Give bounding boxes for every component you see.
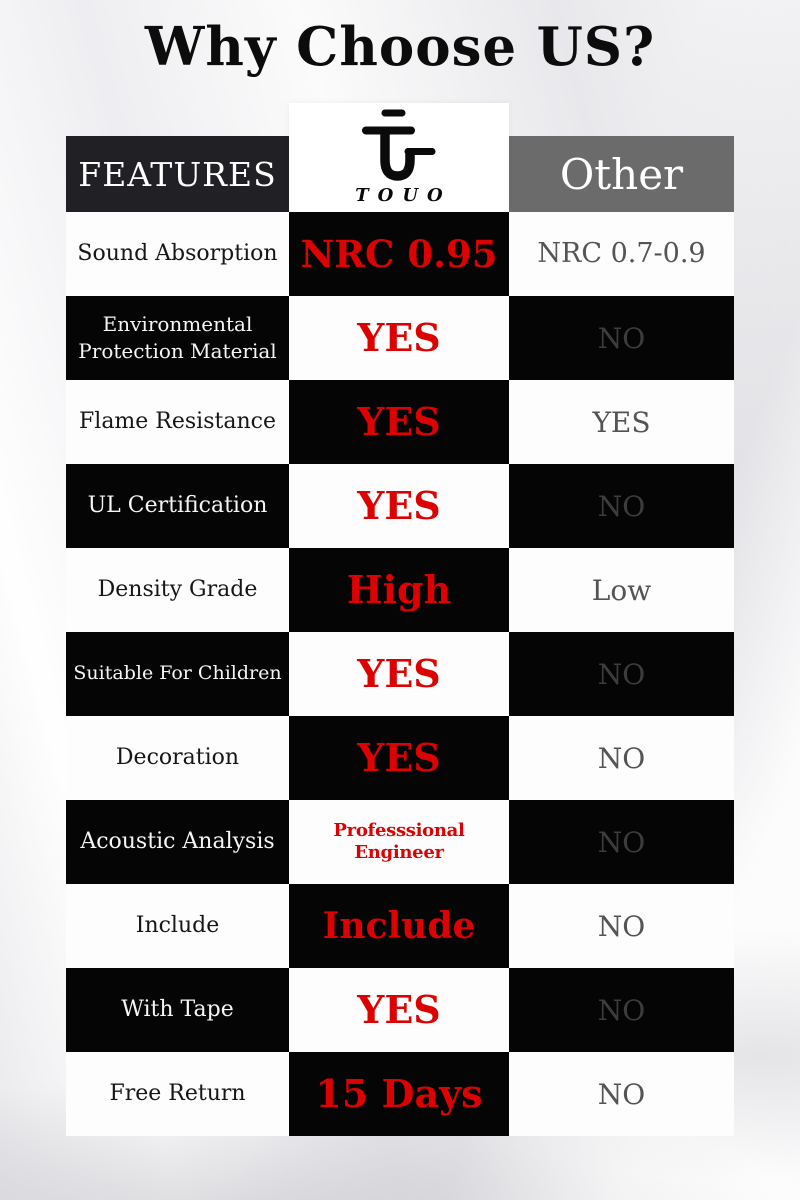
brand-column-header xyxy=(289,103,509,212)
other-header-label: Other xyxy=(559,149,684,199)
feature-cell: Flame Resistance xyxy=(66,380,289,464)
page-title: Why Choose US? xyxy=(144,16,656,78)
other-value-cell: NO xyxy=(509,464,734,548)
other-column-header xyxy=(509,136,734,212)
brand-value-cell: YES xyxy=(289,632,509,716)
brand-caption: TOUO xyxy=(355,185,452,206)
other-value-cell: NO xyxy=(509,968,734,1052)
brand-value-cell: 15 Days xyxy=(289,1052,509,1136)
feature-cell: Density Grade xyxy=(66,548,289,632)
comparison-table xyxy=(66,212,734,1136)
brand-value-cell: YES xyxy=(289,380,509,464)
brand-value-cell: High xyxy=(289,548,509,632)
brand-value-cell: YES xyxy=(289,968,509,1052)
brand-value-cell: YES xyxy=(289,296,509,380)
features-header-label: FEATURES xyxy=(78,154,277,194)
feature-cell: Environmental Protection Material xyxy=(66,296,289,380)
features-column-header xyxy=(66,136,289,212)
other-value-cell: NO xyxy=(509,632,734,716)
feature-cell: Sound Absorption xyxy=(66,212,289,296)
feature-cell: Free Return xyxy=(66,1052,289,1136)
other-value-cell: NRC 0.7-0.9 xyxy=(509,212,734,296)
touo-logo-icon xyxy=(355,107,443,187)
brand-value-cell: Include xyxy=(289,884,509,968)
brand-value-cell: Professsional Engineer xyxy=(289,800,509,884)
other-value-cell: NO xyxy=(509,800,734,884)
feature-cell: Suitable For Children xyxy=(66,632,289,716)
brand-value-cell: NRC 0.95 xyxy=(289,212,509,296)
feature-cell: UL Certification xyxy=(66,464,289,548)
feature-cell: Acoustic Analysis xyxy=(66,800,289,884)
feature-cell: With Tape xyxy=(66,968,289,1052)
other-value-cell: NO xyxy=(509,716,734,800)
other-value-cell: NO xyxy=(509,1052,734,1136)
other-value-cell: YES xyxy=(509,380,734,464)
brand-value-cell: YES xyxy=(289,464,509,548)
other-value-cell: NO xyxy=(509,884,734,968)
feature-cell: Decoration xyxy=(66,716,289,800)
other-value-cell: Low xyxy=(509,548,734,632)
other-value-cell: NO xyxy=(509,296,734,380)
feature-cell: Include xyxy=(66,884,289,968)
brand-value-cell: YES xyxy=(289,716,509,800)
